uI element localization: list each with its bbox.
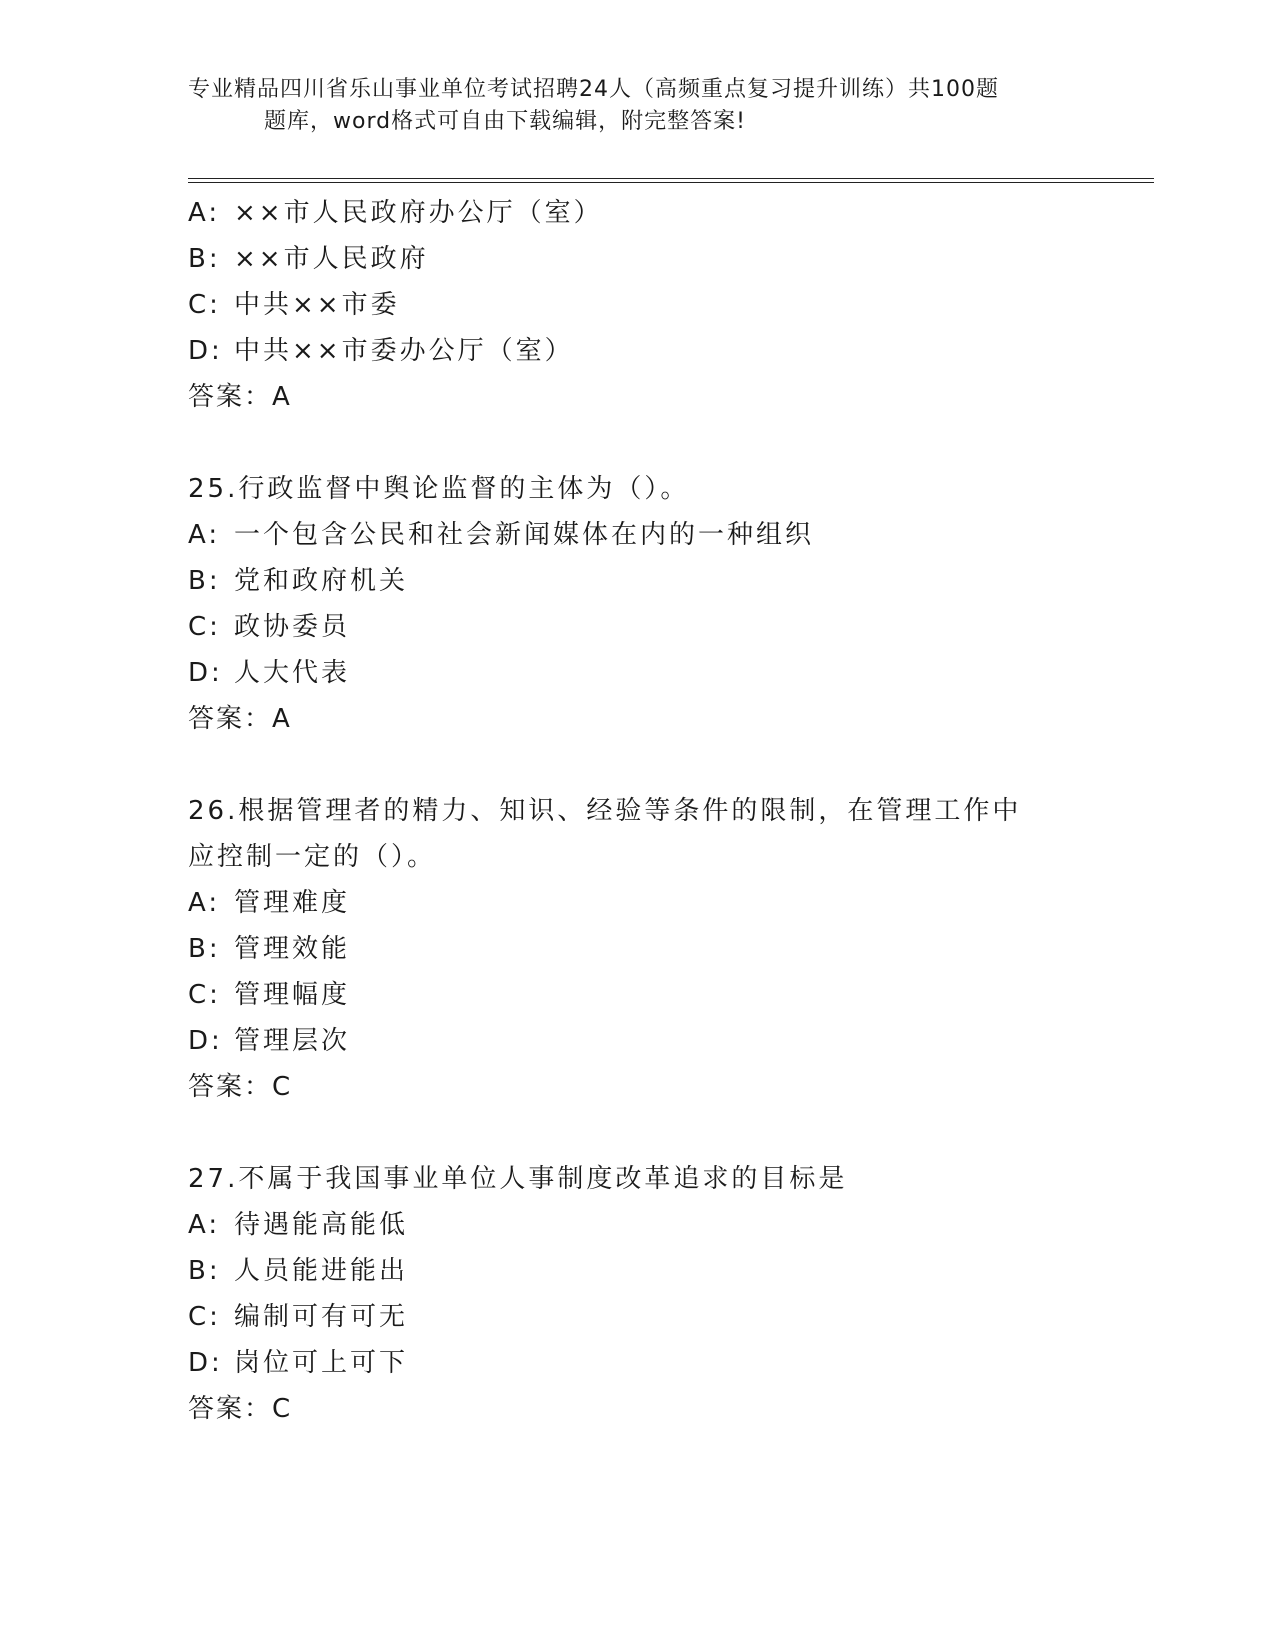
answer-line: 答案：C [188,1072,293,1102]
question-text: 26.根据管理者的精力、知识、经验等条件的限制，在管理工作中应控制一定的（）。 [188,796,1022,872]
option-d: D: 管理层次 [188,1026,351,1056]
option-c: C: 中共××市委 [188,290,400,320]
option-a: A: ××市人民政府办公厅（室） [188,198,603,228]
answer-line: 答案：A [188,382,292,412]
question-block-25 [188,466,1088,742]
option-b: B: 党和政府机关 [188,566,409,596]
option-a: A: 管理难度 [188,888,351,918]
header-divider-bottom [188,182,1154,183]
question-block-continued [188,190,1088,420]
answer-line: 答案：A [188,704,292,734]
option-b: B: 管理效能 [188,934,351,964]
header-divider-top [188,178,1154,179]
question-text: 27.不属于我国事业单位人事制度改革追求的目标是 [188,1164,848,1194]
answer-line: 答案：C [188,1394,293,1424]
document-body [188,190,1088,1432]
header-title-line1: 专业精品四川省乐山事业单位考试招聘24人（高频重点复习提升训练）共100题 [188,77,999,102]
option-b: B: 人员能进能出 [188,1256,409,1286]
question-block-26 [188,788,1088,1110]
option-d: D: 人大代表 [188,658,351,688]
option-d: D: 中共××市委办公厅（室） [188,336,574,366]
question-block-27 [188,1156,1088,1432]
header-title-line2: 题库，word格式可自由下载编辑，附完整答案! [264,109,746,134]
option-a: A: 一个包含公民和社会新闻媒体在内的一种组织 [188,520,815,550]
document-header [188,74,1088,138]
option-d: D: 岗位可上可下 [188,1348,409,1378]
option-c: C: 政协委员 [188,612,351,642]
question-text: 25.行政监督中舆论监督的主体为（）。 [188,474,690,504]
option-a: A: 待遇能高能低 [188,1210,409,1240]
option-b: B: ××市人民政府 [188,244,429,274]
option-c: C: 编制可有可无 [188,1302,409,1332]
option-c: C: 管理幅度 [188,980,351,1010]
